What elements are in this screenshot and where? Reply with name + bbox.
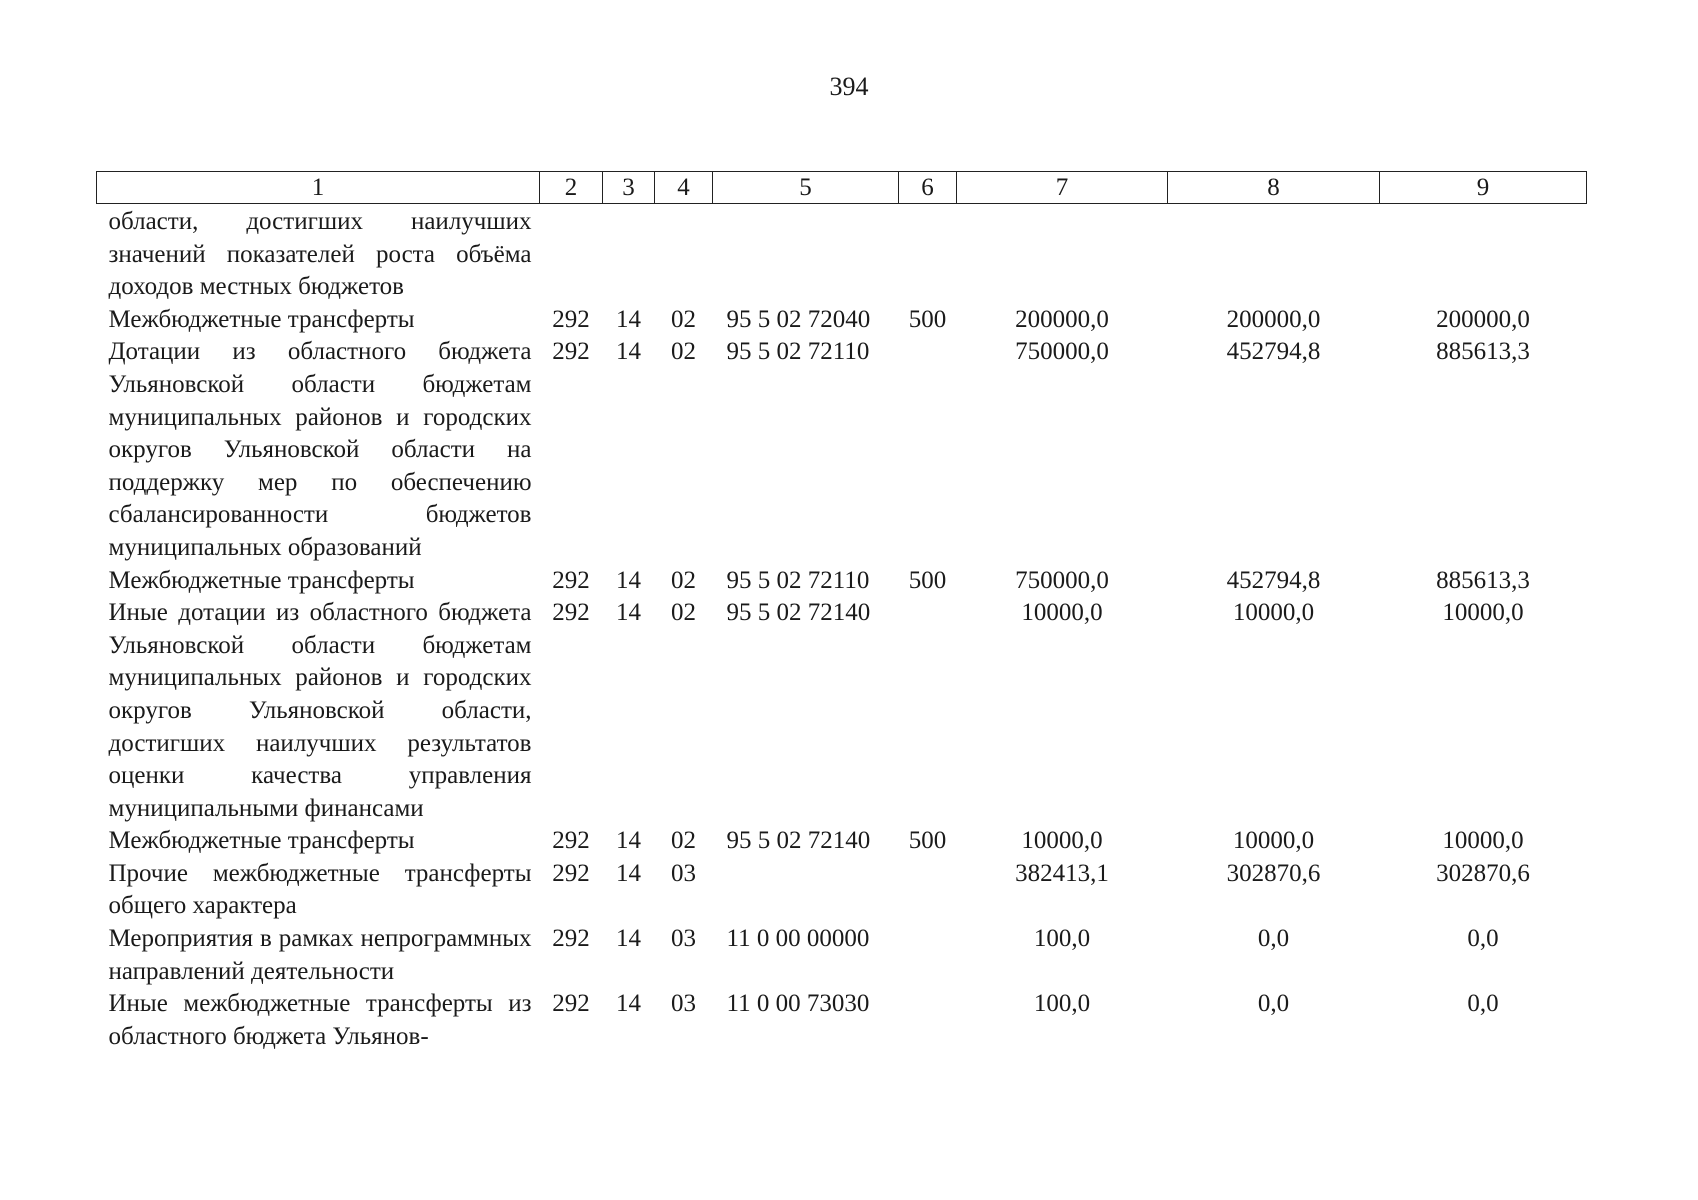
cell-amount-year-3: 0,0 [1467,925,1499,953]
cell-amount-year-2: 200000,0 [1226,305,1321,333]
cell-amount-year-1: 750000,0 [1015,338,1109,366]
cell-ministry-code: 292 [552,305,590,333]
cell-subsection: 02 [671,305,696,333]
row-description: Мероприятия в рамках непрограммных направлений деятельности [108,925,532,985]
table-row [97,597,1587,825]
cell-section: 14 [616,925,641,953]
cell-ministry-code: 292 [552,827,590,855]
cell-expense-type: 500 [908,305,947,333]
cell-subsection [655,204,713,304]
cell-expense-type [899,597,957,825]
cell-expense-type: 500 [908,566,947,594]
cell-expense-type: 500 [908,827,947,855]
budget-table [96,171,1587,1053]
page-number: 394 [829,72,869,101]
cell-subsection: 03 [671,925,696,953]
cell-ministry-code: 292 [552,925,590,953]
cell-amount-year-3: 885613,3 [1436,566,1530,594]
cell-amount-year-2: 452794,8 [1226,338,1321,366]
cell-ministry-code: 292 [552,338,590,366]
cell-amount-year-3: 200000,0 [1436,305,1530,333]
cell-subsection: 02 [671,566,696,594]
cell-section: 14 [616,599,641,627]
cell-target-article: 95 5 02 72110 [726,566,870,594]
row-description: Межбюджетные трансферты [108,566,415,594]
cell-target-article [713,204,899,304]
cell-subsection: 02 [671,827,696,855]
cell-section [603,204,655,304]
cell-expense-type [899,923,957,988]
table-row [97,858,1587,923]
cell-amount-year-2: 302870,6 [1226,859,1321,887]
cell-subsection: 02 [671,338,696,366]
cell-target-article: 95 5 02 72140 [726,827,871,855]
cell-section: 14 [616,827,641,855]
cell-section: 14 [616,566,641,594]
cell-amount-year-1: 10000,0 [1021,599,1103,627]
column-header-1: 1 [97,172,540,204]
cell-amount-year-2: 452794,8 [1226,566,1321,594]
table-row [97,304,1587,337]
table-header [97,172,1587,204]
cell-subsection: 03 [671,990,696,1018]
cell-section: 14 [616,990,641,1018]
row-description: Прочие межбюджетные трансферты общего характера [108,859,532,920]
row-description: Межбюджетные трансферты [108,827,415,855]
row-description: Иные дотации из областного бюджета Ульяновской области бюджетам муниципальных районов и городских округов Ульяновской области, достигших наилучших результатов оценки качества управления муниципальными финансами [108,599,532,822]
cell-target-article: 95 5 02 72140 [726,599,871,627]
cell-amount-year-3: 0,0 [1467,990,1499,1018]
cell-expense-type [899,204,957,304]
cell-amount-year-1: 750000,0 [1015,566,1109,594]
cell-subsection: 03 [671,859,696,887]
cell-amount-year-3: 302870,6 [1436,859,1530,887]
cell-expense-type [899,336,957,564]
row-description: Межбюджетные трансферты [108,305,415,333]
cell-amount-year-2: 10000,0 [1232,827,1315,855]
cell-section: 14 [616,338,641,366]
cell-amount-year-2: 10000,0 [1232,599,1315,627]
table-row [97,923,1587,988]
row-description: Иные межбюджетные трансферты из областного бюджета Ульянов- [108,990,532,1050]
cell-amount-year-1: 382413,1 [1015,859,1109,887]
cell-section: 14 [616,305,641,333]
column-header-4: 4 [655,172,713,204]
cell-amount-year-2 [1168,204,1380,304]
cell-ministry-code [540,204,603,304]
column-header-6: 6 [899,172,957,204]
cell-ministry-code: 292 [552,599,590,627]
cell-expense-type [899,858,957,923]
cell-amount-year-3: 885613,3 [1436,338,1530,366]
table-row [97,825,1587,858]
cell-target-article [713,858,899,923]
cell-amount-year-1: 100,0 [1033,925,1091,953]
cell-target-article: 95 5 02 72040 [726,305,871,333]
column-header-5: 5 [713,172,899,204]
table-row [97,204,1587,304]
column-header-3: 3 [603,172,655,204]
cell-amount-year-3 [1380,204,1587,304]
column-header-7: 7 [957,172,1168,204]
header-row [97,172,1587,204]
cell-amount-year-3: 10000,0 [1442,599,1524,627]
cell-amount-year-3: 10000,0 [1442,827,1524,855]
table-row [97,988,1587,1053]
table-body [97,204,1587,1054]
cell-amount-year-1: 10000,0 [1021,827,1103,855]
table-row [97,336,1587,564]
cell-amount-year-1: 100,0 [1033,990,1091,1018]
cell-target-article: 11 0 00 00000 [726,925,870,953]
cell-ministry-code: 292 [552,859,590,887]
cell-ministry-code: 292 [552,990,590,1018]
cell-expense-type [899,988,957,1053]
cell-amount-year-1: 200000,0 [1015,305,1109,333]
cell-ministry-code: 292 [552,566,590,594]
column-header-2: 2 [540,172,603,204]
budget-table-container [96,171,1587,1053]
cell-target-article: 95 5 02 72110 [726,338,870,366]
cell-amount-year-2: 0,0 [1257,925,1290,953]
cell-section: 14 [616,859,641,887]
cell-target-article: 11 0 00 73030 [726,990,870,1018]
cell-amount-year-1 [957,204,1168,304]
cell-amount-year-2: 0,0 [1257,990,1290,1018]
table-row [97,565,1587,598]
row-description: Дотации из областного бюджета Ульяновской области бюджетам муниципальных районов и городских округов Ульяновской области на поддержку мер по обеспечению сбалансированности бюджетов муниципальных образований [108,338,532,561]
cell-subsection: 02 [671,599,696,627]
column-header-8: 8 [1168,172,1380,204]
row-description: области, достигших наилучших значений показателей роста объёма доходов местных бюджетов [108,208,532,301]
column-header-9: 9 [1380,172,1587,204]
